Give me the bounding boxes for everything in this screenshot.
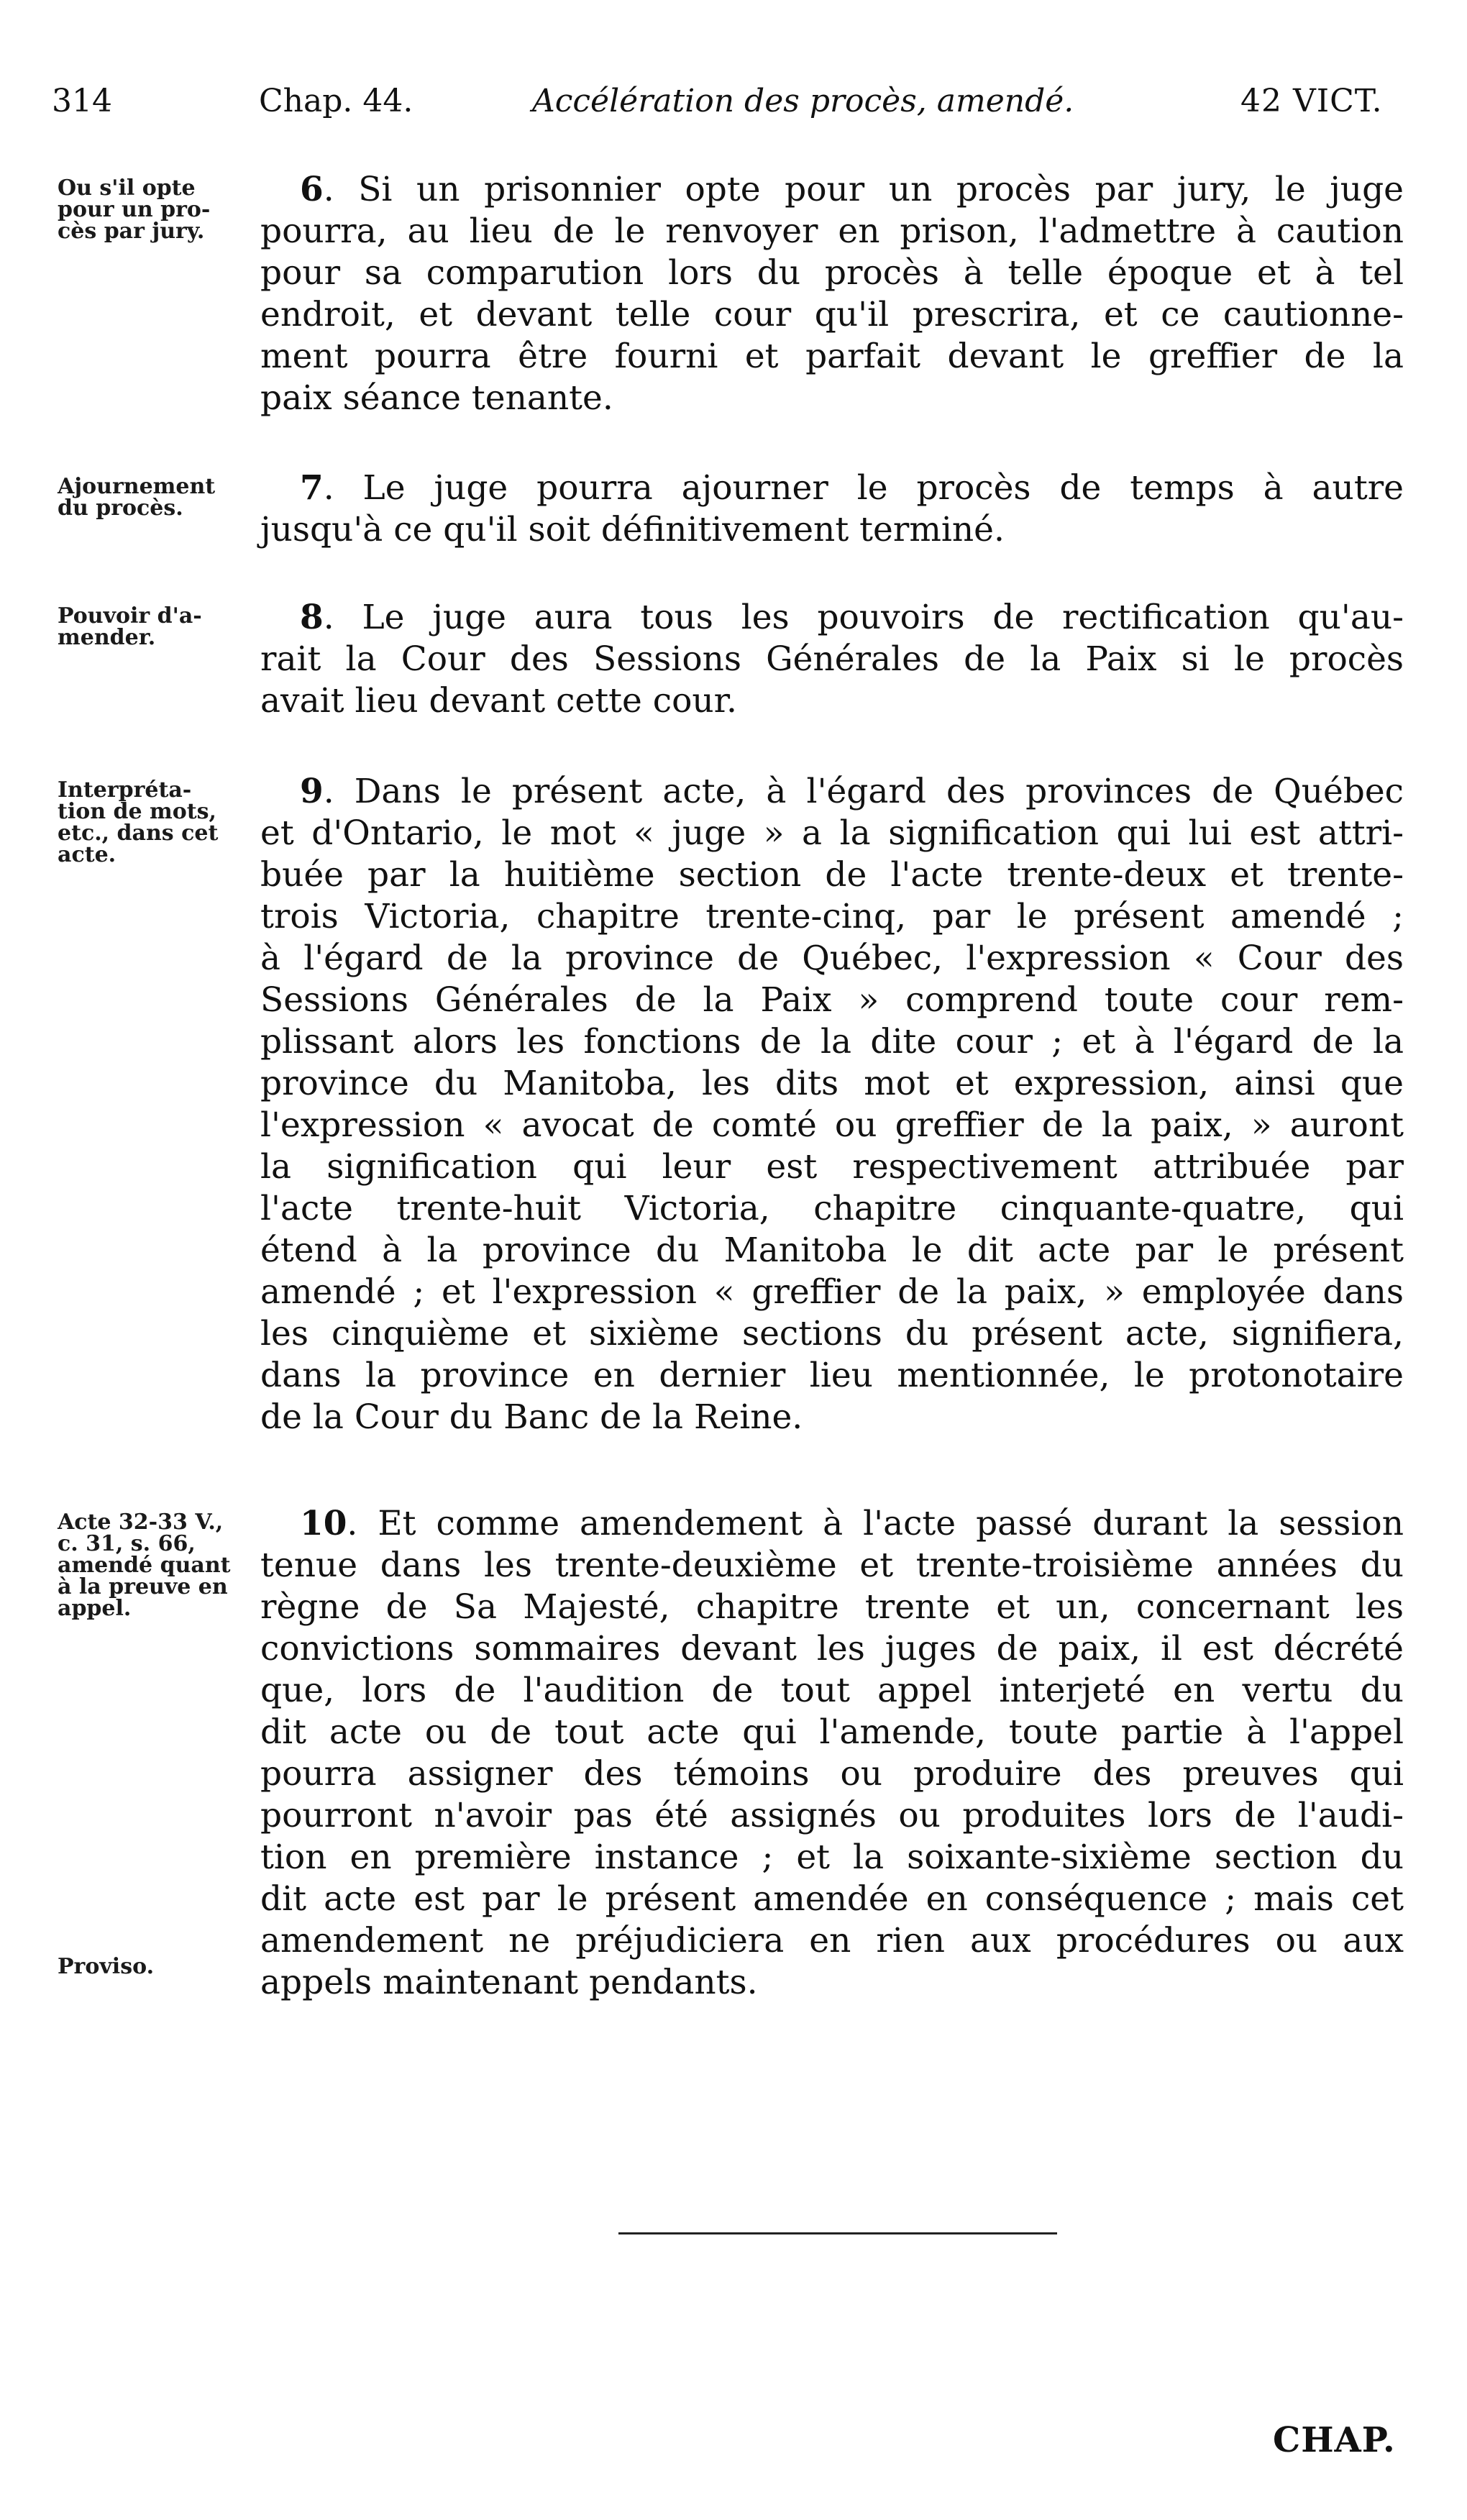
page-number: 314 <box>52 83 112 119</box>
section-number: 7 <box>300 468 324 508</box>
regnal-year: 42 VICT. <box>1240 83 1383 119</box>
section-text: 9. Dans le présent acte, à l'égard des provinces de Québec et d'Ontario, le mot « juge » a la signification qui lui est attri- buée par la huitième section de l'acte trente-deux et trente- trois Victoria, chapitre trente-cinq, par le présent amendé ; à l'égard de la province de Québec, l'expression « Cour des Sessions Générales de la Paix » comprend toute cour rem- plissant alors les fonctions de la dite cour ; et à l'égard de la province du Manitoba, les dits mot et expression, ainsi que l'expression « avocat de comté ou greffier de la paix, » auront la signification qui leur est respectivement attribuée par l'acte trente-huit Victoria, chapitre cinquante-quatre, qui étend à la province du Manitoba le dit acte par le présent amendé ; et l'expression « greffier de la paix, » employée dans les cinquième et sixième sections du présent acte, signifiera, dans la province en dernier lieu mentionnée, le protonotaire de la Cour du Banc de la Reine. <box>260 772 1404 1437</box>
closing-rule <box>618 2232 1057 2234</box>
section-number: 9 <box>300 772 324 811</box>
section-text: 6. Si un prisonnier opte pour un procès par jury, le juge pourra, au lieu de le renvoyer en prison, l'admettre à caution pour sa comparution lors du procès à telle époque et à tel endroit, et devant telle cour qu'il prescrira, et ce cautionne- ment pourra être fourni et parfait devant le greffier de la paix séance tenante. <box>260 170 1404 418</box>
running-header <box>0 76 1467 133</box>
section-text: 10. Et comme amendement à l'acte passé durant la session tenue dans les trente-deuxième et trente-troisième années du règne de Sa Majesté, chapitre trente et un, concernant les convictions sommaires devant les juges de paix, il est décrété que, lors de l'audition de tout appel interjeté en vertu du dit acte ou de tout acte qui l'amende, toute partie à l'appel pourra assigner des témoins ou produire des preuves qui pourront n'avoir pas été assignés ou produites lors de l'audi- tion en première instance ; et la soixante-sixième section du dit acte est par le présent amendée en conséquence ; mais cet amendement ne préjudiciera en rien aux procédures ou aux appels maintenant pendants. <box>260 1504 1404 2002</box>
section-number: 8 <box>300 598 324 637</box>
section-text: 7. Le juge pourra ajourner le procès de temps à autre jusqu'à ce qu'il soit définitivement terminé. <box>260 468 1404 549</box>
section-number: 6 <box>300 170 324 209</box>
running-title: Accélération des procès, amendé. <box>532 83 1074 119</box>
margin-note: Pouvoir d'a- mender. <box>58 603 202 650</box>
margin-note: Ou s'il opte pour un pro- cès par jury. <box>58 175 211 244</box>
margin-note: Interpréta- tion de mots, etc., dans cet acte. <box>58 777 219 867</box>
proviso-note: Proviso. <box>58 1954 155 1979</box>
section-text: 8. Le juge aura tous les pouvoirs de rectification qu'au- rait la Cour des Sessions Générales de la Paix si le procès avait lieu devant cette cour. <box>260 598 1404 721</box>
margin-note: Ajournement du procès. <box>58 474 216 521</box>
catchword: CHAP. <box>1273 2420 1396 2460</box>
chapter-label: Chap. 44. <box>259 83 413 119</box>
section-number: 10 <box>300 1504 347 1543</box>
margin-note: Acte 32-33 V., c. 31, s. 66, amendé quant à la preuve en appel. <box>58 1510 231 1621</box>
